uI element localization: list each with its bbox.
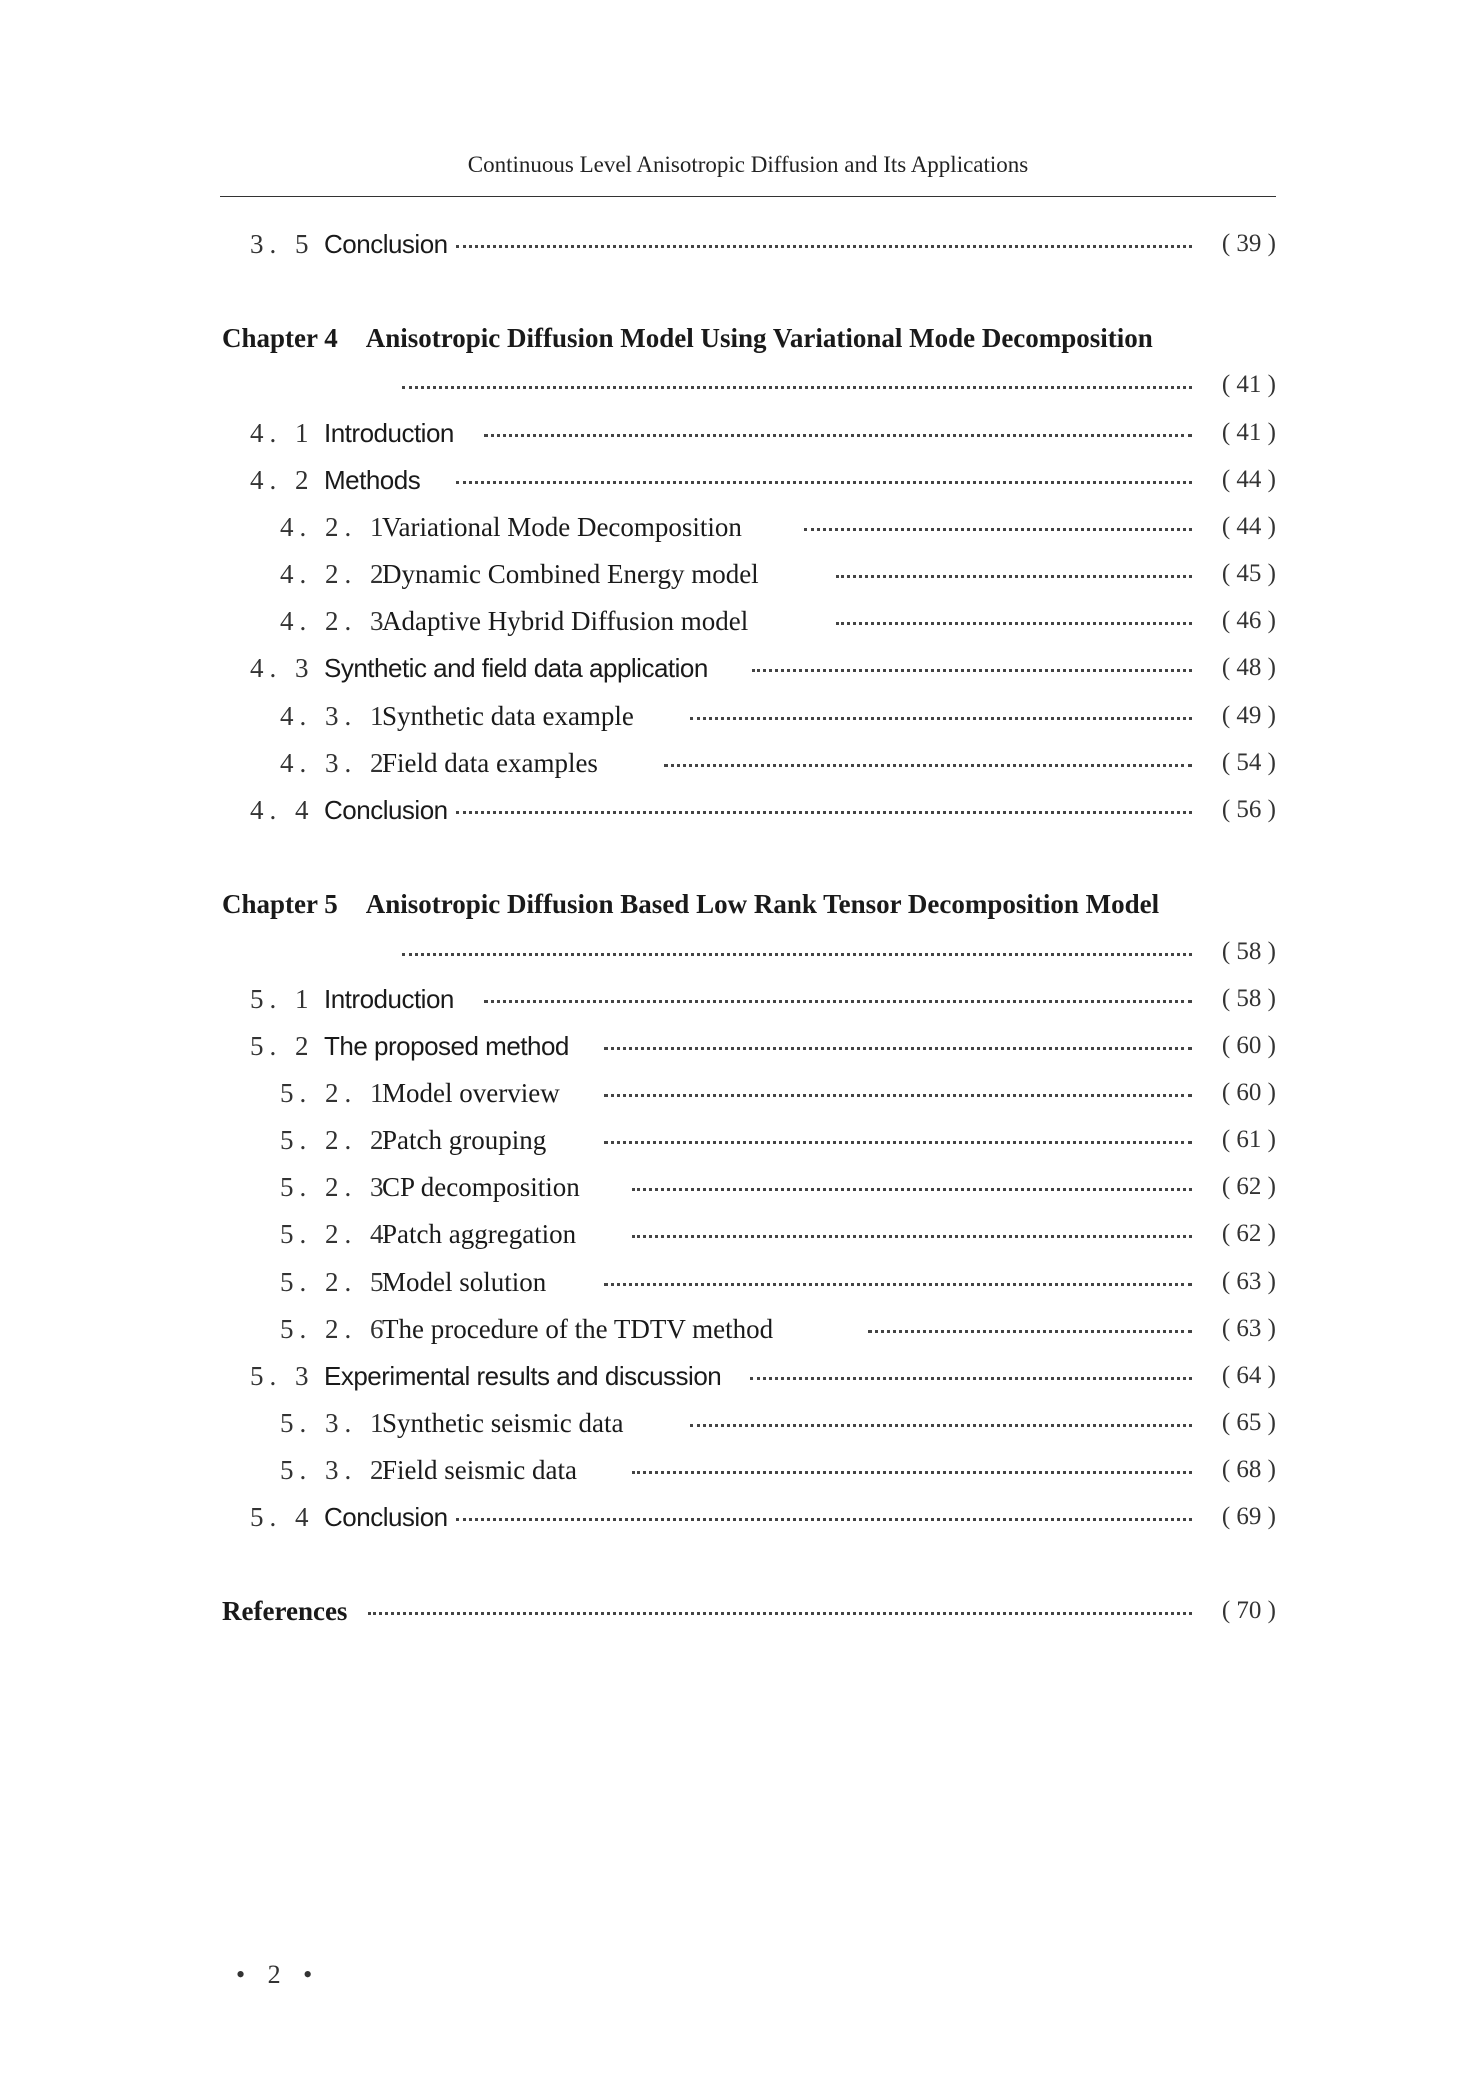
page-number: ( 46 ) [1221,607,1276,634]
dot-leader [804,507,1192,547]
page-number: ( 58 ) [1221,938,1276,965]
page-number: ( 68 ) [1221,1456,1276,1483]
section-title: Adaptive Hybrid Diffusion model [382,605,749,636]
section-title: The proposed method [324,1030,569,1061]
dot-leader [836,554,1192,594]
dot-leader [456,1497,1192,1537]
section-title: Synthetic and field data application [324,652,708,683]
dot-leader [456,460,1192,500]
section-number: 5. 1 [250,983,315,1014]
toc-entry[interactable] [0,743,1480,783]
page-number: ( 65 ) [1221,1409,1276,1436]
page-number: ( 60 ) [1221,1032,1276,1059]
section-number: 5. 4 [250,1501,315,1532]
section-number: 4. 3. 1 [280,700,390,731]
section-title: CP decomposition [382,1171,580,1202]
page-number: ( 64 ) [1221,1362,1276,1389]
dot-leader [484,413,1192,453]
section-number: 5. 2. 3 [280,1171,390,1202]
section-title: Variational Mode Decomposition [382,511,742,542]
toc-entry[interactable] [0,413,1480,453]
section-number: 5. 2. 1 [280,1077,390,1108]
dot-leader [664,743,1192,783]
dot-leader [632,1450,1192,1490]
dot-leader [752,648,1192,688]
dot-leader [868,1309,1192,1349]
page-number: ( 54 ) [1221,749,1276,776]
page-number: ( 63 ) [1221,1315,1276,1342]
page-number: ( 48 ) [1221,654,1276,681]
chapter-heading[interactable] [0,318,1480,358]
dot-leader [604,1120,1192,1160]
chapter-title: Chapter 4 Anisotropic Diffusion Model Using Variational Mode Decomposition [222,322,1153,353]
dot-leader [690,696,1192,736]
page-number: ( 41 ) [1221,371,1276,398]
section-title: Conclusion [324,228,448,259]
section-title: Model solution [382,1266,547,1297]
toc-entry[interactable] [0,224,1480,264]
section-title: Introduction [324,417,454,448]
header-rule [220,196,1276,197]
toc-entry[interactable] [0,1309,1480,1349]
section-title: Field seismic data [382,1454,577,1485]
chapter-page-line [0,932,1480,972]
section-number: 4. 4 [250,794,315,825]
toc-entry[interactable] [0,1120,1480,1160]
dot-leader [690,1403,1192,1443]
page-number: ( 62 ) [1221,1220,1276,1247]
section-title: Synthetic seismic data [382,1407,624,1438]
page-folio: • 2 • [236,1960,321,1989]
toc-entry[interactable] [0,1262,1480,1302]
page-number: ( 39 ) [1221,230,1276,257]
page-number: ( 60 ) [1221,1079,1276,1106]
dot-leader [402,932,1192,972]
toc-entry[interactable] [0,696,1480,736]
section-title: Experimental results and discussion [324,1360,722,1391]
section-number: 5. 3. 1 [280,1407,390,1438]
section-title: Patch grouping [382,1124,547,1155]
page-number: ( 45 ) [1221,560,1276,587]
page-number: ( 41 ) [1221,419,1276,446]
chapter-title: Chapter 5 Anisotropic Diffusion Based Low Rank Tensor Decomposition Model [222,888,1160,919]
toc-entry[interactable] [0,648,1480,688]
section-title: Model overview [382,1077,560,1108]
dot-leader [402,365,1192,405]
section-number: 4. 3. 2 [280,747,390,778]
page-number: ( 69 ) [1221,1503,1276,1530]
toc-entry[interactable] [0,507,1480,547]
section-title: Conclusion [324,1501,448,1532]
toc-entry[interactable] [0,1497,1480,1537]
dot-leader [632,1167,1192,1207]
section-number: 5. 3 [250,1360,315,1391]
page-number: ( 49 ) [1221,702,1276,729]
section-number: 5. 2 [250,1030,315,1061]
chapter-heading[interactable] [0,884,1480,924]
toc-entry-references[interactable] [0,1591,1480,1631]
toc-entry[interactable] [0,1403,1480,1443]
toc-entry[interactable] [0,1167,1480,1207]
section-title: The procedure of the TDTV method [382,1313,774,1344]
toc-entry[interactable] [0,1356,1480,1396]
page-number: ( 44 ) [1221,466,1276,493]
toc-entry[interactable] [0,979,1480,1019]
toc-entry[interactable] [0,554,1480,594]
toc-entry[interactable] [0,1450,1480,1490]
section-title: Introduction [324,983,454,1014]
section-title: Field data examples [382,747,598,778]
section-number: 4. 2. 2 [280,558,390,589]
page-number: ( 63 ) [1221,1268,1276,1295]
section-number: 5. 2. 5 [280,1266,390,1297]
section-number: 4. 2. 3 [280,605,390,636]
section-title: Synthetic data example [382,700,634,731]
section-number: 3. 5 [250,228,315,259]
toc-entry[interactable] [0,790,1480,830]
toc-entry[interactable] [0,601,1480,641]
page-number: ( 61 ) [1221,1126,1276,1153]
page-number: ( 70 ) [1221,1597,1276,1624]
toc-entry[interactable] [0,1026,1480,1066]
page-number: ( 58 ) [1221,985,1276,1012]
section-title: Conclusion [324,794,448,825]
page-number: ( 62 ) [1221,1173,1276,1200]
references-title: References [222,1595,348,1626]
toc-entry[interactable] [0,1214,1480,1254]
dot-leader [604,1262,1192,1302]
section-number: 5. 2. 6 [280,1313,390,1344]
section-number: 4. 2 [250,464,315,495]
section-number: 5. 2. 2 [280,1124,390,1155]
section-number: 4. 1 [250,417,315,448]
section-number: 5. 3. 2 [280,1454,390,1485]
dot-leader [456,790,1192,830]
page-number: ( 56 ) [1221,796,1276,823]
page-number: ( 44 ) [1221,513,1276,540]
section-title: Patch aggregation [382,1218,577,1249]
dot-leader [604,1073,1192,1113]
dot-leader [836,601,1192,641]
dot-leader [484,979,1192,1019]
section-number: 5. 2. 4 [280,1218,390,1249]
toc-entry[interactable] [0,460,1480,500]
section-title: Methods [324,464,421,495]
chapter-page-line [0,365,1480,405]
dot-leader [604,1026,1192,1066]
dot-leader [456,224,1192,264]
toc-entry[interactable] [0,1073,1480,1113]
dot-leader [750,1356,1192,1396]
running-head: Continuous Level Anisotropic Diffusion and Its Applications [467,152,1029,177]
section-number: 4. 3 [250,652,315,683]
section-number: 4. 2. 1 [280,511,390,542]
dot-leader [632,1214,1192,1254]
dot-leader [368,1591,1192,1631]
section-title: Dynamic Combined Energy model [382,558,759,589]
